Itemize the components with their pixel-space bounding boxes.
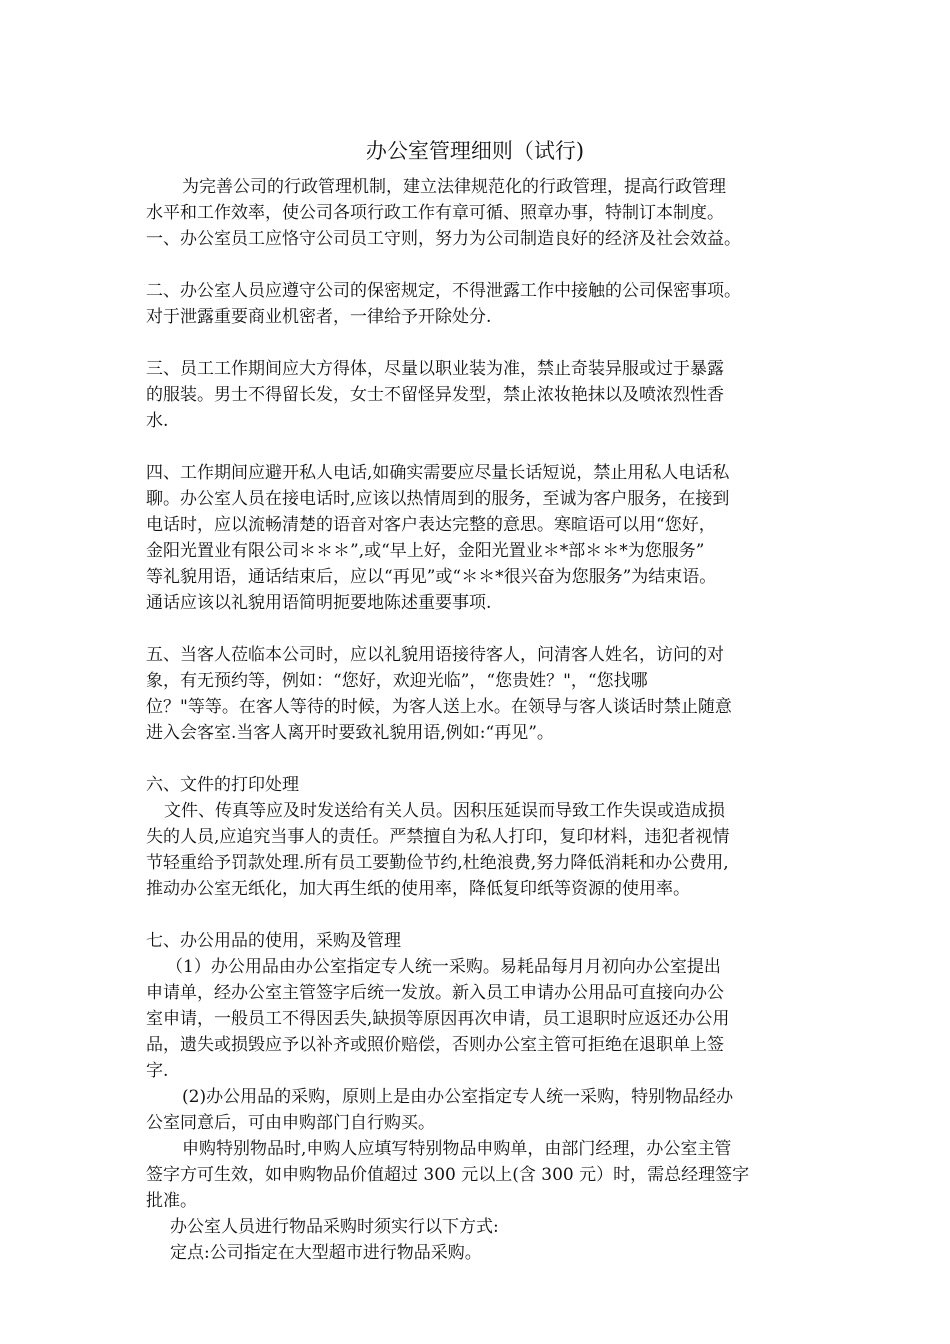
paragraph-gap	[146, 902, 826, 928]
text-line: 等礼貌用语，通话结束后，应以“再见”或“＊＊*很兴奋为您服务”为结束语。	[146, 567, 717, 587]
text-line: 的服装。男士不得留长发，女士不留怪异发型，禁止浓妆艳抹以及喷浓烈性香	[146, 385, 724, 405]
text-line: 批准。	[146, 1191, 197, 1211]
text-line: 签字方可生效，如申购物品价值超过 300 元以上(含 300 元）时，需总经理签字	[146, 1165, 750, 1185]
text-line: 二、办公室人员应遵守公司的保密规定，不得泄露工作中接触的公司保密事项。	[146, 281, 741, 301]
paragraph	[146, 980, 826, 1084]
paragraph-gap	[146, 746, 826, 772]
paragraph-gap	[146, 616, 826, 642]
paragraph	[146, 1240, 826, 1266]
paragraph	[146, 642, 826, 746]
text-line: 申请单，经办公室主管签字后统一发放。新入员工申请办公用品可直接向办公	[146, 983, 724, 1003]
text-line: 公室同意后，可由申购部门自行购买。	[146, 1113, 435, 1133]
text-line: (2)办公用品的采购，原则上是由办公室指定专人统一采购，特别物品经办	[182, 1087, 734, 1107]
document-title: 办公室管理细则（试行)	[365, 139, 585, 163]
text-line: 申购特别物品时,申购人应填写特别物品申购单，由部门经理，办公室主管	[182, 1139, 732, 1159]
paragraph	[146, 174, 826, 226]
text-line: 定点:公司指定在大型超市进行物品采购。	[170, 1243, 482, 1263]
text-line: 一、办公室员工应恪守公司员工守则，努力为公司制造良好的经济及社会效益。	[146, 229, 741, 249]
text-line: 对于泄露重要商业机密者，一律给予开除处分.	[146, 307, 492, 327]
text-line: 推动办公室无纸化，加大再生纸的使用率，降低复印纸等资源的使用率。	[146, 879, 690, 899]
paragraph	[146, 772, 826, 798]
text-line: （1）办公用品由办公室指定专人统一采购。易耗品每月月初向办公室提出	[166, 957, 721, 977]
text-line: 六、文件的打印处理	[146, 775, 299, 795]
text-line: 通话应该以礼貌用语简明扼要地陈述重要事项.	[146, 593, 492, 613]
paragraph	[146, 928, 826, 954]
text-line: 电话时，应以流畅清楚的语音对客户表达完整的意思。寒暄语可以用“您好，	[146, 515, 716, 535]
text-line: 办公室人员进行物品采购时须实行以下方式:	[170, 1217, 499, 1237]
document-body	[146, 174, 826, 1266]
text-line: 三、员工工作期间应大方得体，尽量以职业装为准，禁止奇装异服或过于暴露	[146, 359, 724, 379]
text-line: 文件、传真等应及时发送给有关人员。因积压延误而导致工作失误或造成损	[164, 801, 725, 821]
paragraph	[146, 356, 826, 434]
paragraph	[146, 1110, 826, 1136]
text-line: 位？"等等。在客人等待的时候，为客人送上水。在领导与客人谈话时禁止随意	[146, 697, 732, 717]
text-line: 四、工作期间应避开私人电话,如确实需要应尽量长话短说，禁止用私人电话私	[146, 463, 730, 483]
text-line: 进入会客室.当客人离开时要致礼貌用语,例如:“再见”。	[146, 723, 554, 743]
text-line: 为完善公司的行政管理机制，建立法律规范化的行政管理，提高行政管理	[182, 177, 726, 197]
text-line: 字.	[146, 1061, 169, 1081]
text-line: 室申请，一般员工不得因丢失,缺损等原因再次申请，员工退职时应返还办公用	[146, 1009, 730, 1029]
text-line: 象，有无预约等，例如：“您好，欢迎光临”，“您贵姓？"，“您找哪	[146, 671, 648, 691]
text-line: 水.	[146, 411, 169, 431]
paragraph-gap	[146, 434, 826, 460]
paragraph	[146, 798, 826, 824]
paragraph	[146, 1084, 826, 1110]
paragraph	[146, 1214, 826, 1240]
paragraph	[146, 278, 826, 330]
paragraph	[146, 954, 826, 980]
paragraph	[146, 460, 826, 616]
paragraph	[146, 824, 826, 902]
text-line: 金阳光置业有限公司＊＊＊”,或“早上好，金阳光置业＊*部＊＊*为您服务”	[146, 541, 705, 561]
paragraph-gap	[146, 330, 826, 356]
text-line: 聊。办公室人员在接电话时,应该以热情周到的服务，至诚为客户服务，在接到	[146, 489, 730, 509]
text-line: 五、当客人莅临本公司时，应以礼貌用语接待客人，问清客人姓名，访问的对	[146, 645, 724, 665]
paragraph	[146, 226, 826, 252]
text-line: 节轻重给予罚款处理.所有员工要勤俭节约,杜绝浪费,努力降低消耗和办公费用,	[146, 853, 729, 873]
text-line: 失的人员,应追究当事人的责任。严禁擅自为私人打印，复印材料，违犯者视情	[146, 827, 730, 847]
text-line: 品，遗失或损毁应予以补齐或照价赔偿，否则办公室主管可拒绝在退职单上签	[146, 1035, 724, 1055]
paragraph-gap	[146, 252, 826, 278]
paragraph	[146, 1136, 826, 1162]
text-line: 水平和工作效率，使公司各项行政工作有章可循、照章办事，特制订本制度。	[146, 203, 724, 223]
text-line: 七、办公用品的使用，采购及管理	[146, 931, 401, 951]
paragraph	[146, 1162, 826, 1214]
